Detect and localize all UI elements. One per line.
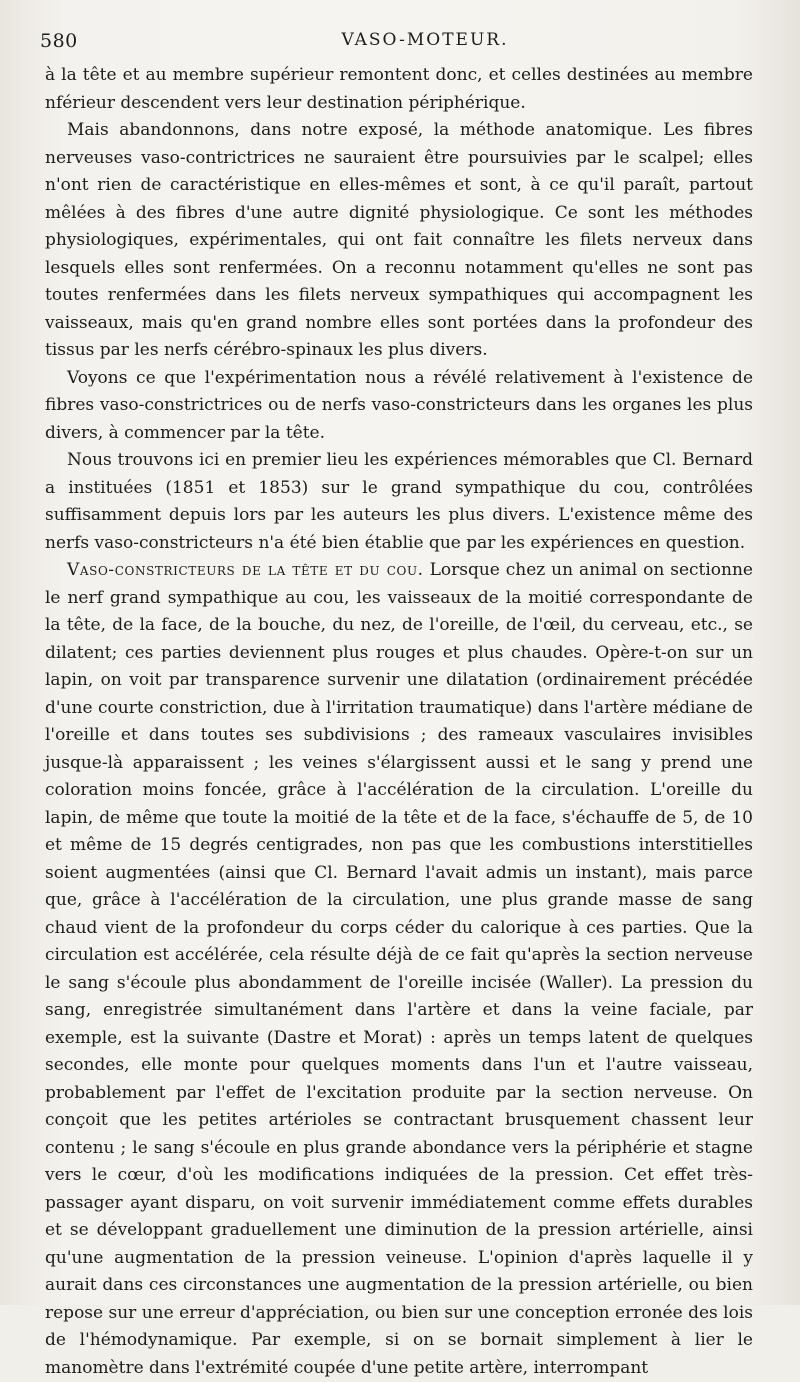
- paragraph-text: Voyons ce que l'expérimentation nous a révélé relativement à l'existence de fibres vaso-constrictrices ou de nerfs vaso-constricteurs dans les organes les plus divers, à commencer par la tête.: [45, 367, 753, 443]
- running-title: VASO-MOTEUR.: [341, 30, 509, 50]
- body-text: [45, 62, 753, 1382]
- paragraph: [45, 447, 753, 557]
- paragraph-text: Mais abandonnons, dans notre exposé, la méthode anatomique. Les fibres nerveuses vaso-contrictrices ne sauraient être poursuivies par le scalpel; elles n'ont rien de caractéristique en elles-mêmes et sont, à ce qu'il paraît, partout mêlées à des fibres d'une autre dignité physiologique. Ce sont les méthodes physiologiques, expérimentales, qui ont fait connaître les filets nerveux dans lesquels elles sont renfermées. On a reconnu notamment qu'elles ne sont pas toutes renfermées dans les filets nerveux sympathiques qui accompagnent les vaisseaux, mais qu'en grand nombre elles sont portées dans la profondeur des tissus par les nerfs cérébro-spinaux les plus divers.: [45, 120, 753, 360]
- paragraph: [45, 365, 753, 448]
- paragraph-text: à la tête et au membre supérieur remontent donc, et celles destinées au membre nférieur descendent vers leur destination périphérique.: [45, 65, 753, 113]
- page-number: 580: [40, 30, 78, 52]
- section-heading: Vaso-constricteurs de la tête et du cou.: [67, 560, 424, 580]
- paragraph-text: Lorsque chez un animal on sectionne le nerf grand sympathique au cou, les vaisseaux de la moitié correspondante de la tête, de la face, de la bouche, du nez, de l'oreille, de l'œil, du cerveau, etc., se dilatent; ces parties deviennent plus rouges et plus chaudes. Opère-t-on sur un lapin, on voit par transparence survenir une dilatation (ordinairement précédée d'une courte constriction, due à l'irritation traumatique) dans l'artère médiane de l'oreille et dans toutes ses subdivisions ; des rameaux vasculaires invisibles jusque-là apparaissent ; les veines s'élargissent aussi et le sang y prend une coloration moins foncée, grâce à l'accélération de la circulation. L'oreille du lapin, de même que toute la moitié de la tête et de la face, s'échauffe de 5, de 10 et même de 15 degrés centigrades, non pas que les combustions interstitielles soient augmentées (ainsi que Cl. Bernard l'avait admis un instant), mais parce que, grâce à l'accélération de la circulation, une plus grande masse de sang chaud vient de la profondeur du corps céder du calorique à ces parties. Que la circulation est accélérée, cela résulte déjà de ce fait qu'après la section nerveuse le sang s'écoule plus abondamment de l'oreille incisée (Waller). La pression du sang, enregistrée simultanément dans l'artère et dans la veine faciale, par exemple, est la suivante (Dastre et Morat) : après un temps latent de quelques secondes, elle monte pour quelques moments dans l'un et l'autre vaisseau, probablement par l'effet de l'excitation produite par la section nerveuse. On conçoit que les petites artérioles se contractant brusquement chassent leur contenu ; le sang s'écoule en plus grande abondance vers la périphérie et stagne vers le cœur, d'où les modifications indiquées de la pression. Cet effet très-passager ayant disparu, on voit survenir immédiatement comme effets durables et se développant graduellement une diminution de la pression artérielle, ainsi qu'une augmentation de la pression veineuse. L'opinion d'après laquelle il y aurait dans ces circonstances une augmentation de la pression artérielle, ou bien repose sur une erreur d'appréciation, ou bien sur une conception erronée des lois de l'hémodynamique. Par exemple, si on se bornait simplement à lier le manomètre dans l'extrémité coupée d'une petite artère, interrompant: [45, 560, 753, 1378]
- paragraph-continuation: [45, 62, 753, 117]
- paragraph: [45, 117, 753, 365]
- paragraph-text: Nous trouvons ici en premier lieu les expériences mémorables que Cl. Bernard a instituées (1851 et 1853) sur le grand sympathique du cou, contrôlées suffisamment depuis lors par les auteurs les plus divers. L'existence même des nerfs vaso-constricteurs n'a été bien établie que par les expériences en question.: [45, 450, 753, 553]
- running-head: [40, 30, 770, 56]
- paragraph: [45, 557, 753, 1382]
